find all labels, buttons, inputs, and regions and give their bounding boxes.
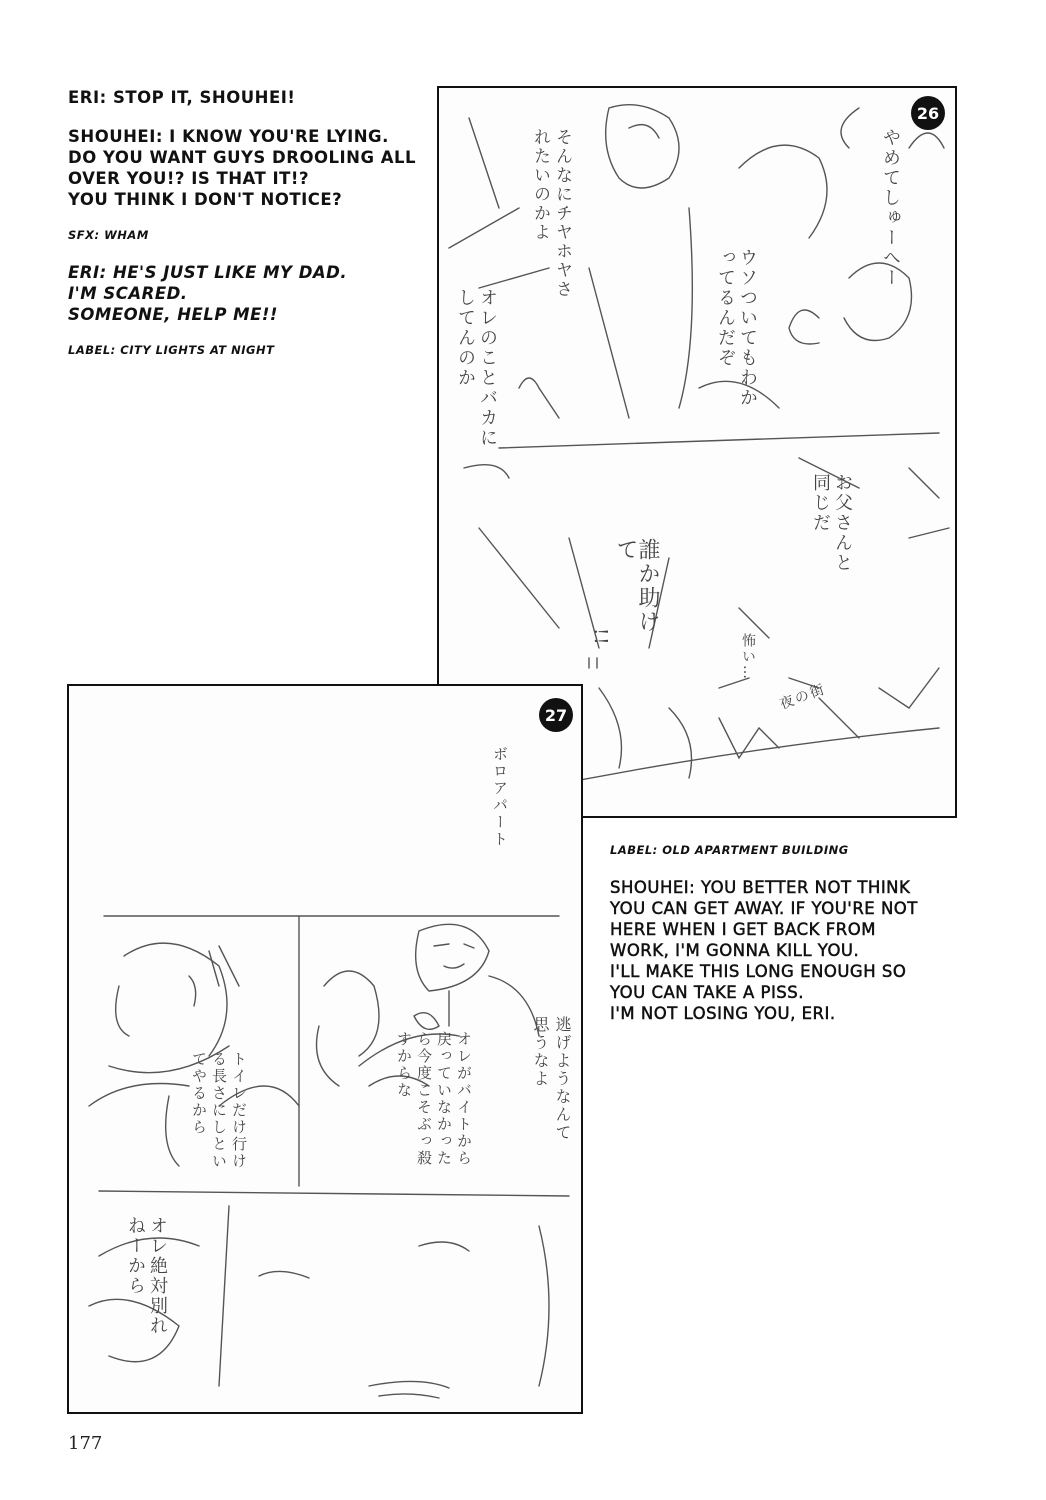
jp-text-26-0: やめてしゅーへー [880,128,901,288]
dialogue-eri-2: ERI: HE'S JUST LIKE MY DAD. I'M SCARED. SOMEONE, HELP ME!! [68,263,348,324]
dialogue-shouhei-1: SHOUHEI: I KNOW YOU'RE LYING. DO YOU WANT GUYS DROOLING ALL OVER YOU!? IS THAT IT!? YOU THINK I DON'T NOTICE? [68,127,417,209]
jp-text-26-8: 夜の街 [777,681,829,713]
translation-block-bottom [610,843,1030,1042]
jp-text-26-4: お父さんと同じだ [810,473,853,573]
jp-text-26-2: ウソついてもわかってるんだぞ [715,248,758,408]
jp-text-27-3: トイレだけ行ける長さにしといてやるから [190,1051,248,1170]
jp-text-26-7: 怖い… [740,633,756,681]
label-city-lights: LABEL: CITY LIGHTS AT NIGHT [68,343,275,357]
page-number: 177 [68,1433,103,1454]
jp-text-26-5: 誰か助けて [613,538,660,634]
jp-text-26-1: そんなにチヤホヤされたいのかよ [530,128,572,299]
jp-text-27-2: オレがバイトから戻っていなかったら今度こそぶっ殺すからな [395,1031,473,1167]
sfx-wham: SFX: WHAM [68,228,149,242]
jp-text-26-3: オレのことバカにしてんのか [455,288,498,448]
jp-text-27-4: オレ絶対別れねーから [125,1216,168,1336]
dialogue-eri-1: ERI: STOP IT, SHOUHEI! [68,88,296,107]
page-number-badge-27: 27 [539,698,573,732]
jp-text-27-1: 逃げようなんて思うなよ [531,1016,572,1142]
jp-text-27-0: ボロアパート [491,746,509,848]
page-number-badge-26: 26 [911,96,945,130]
dialogue-shouhei-2: SHOUHEI: YOU BETTER NOT THINK YOU CAN GET AWAY. IF YOU'RE NOT HERE WHEN I GET BACK FROM WORK, I'M GONNA KILL YOU. I'LL MAKE THIS LONG ENOUGH SO YOU CAN TAKE A PISS. I'M NOT LOSING YOU, ERI. [610,878,918,1023]
translation-block-top [68,87,428,377]
jp-text-26-6: !! [590,628,611,647]
sketch-page-27 [67,684,583,1414]
label-old-apartment: LABEL: OLD APARTMENT BUILDING [610,843,849,857]
